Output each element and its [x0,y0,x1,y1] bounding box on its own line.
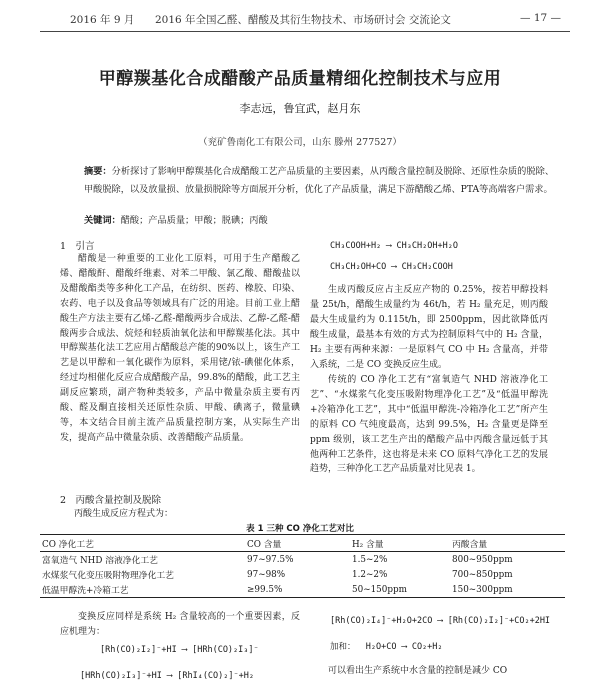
right-paragraph-2: 传统的 CO 净化工艺有“富氧造气 NHD 溶液净化工艺”、“水煤浆气化变压吸附物理净化工艺”及“低温甲醇洗+冷箱净化工艺”，其中“低温甲醇洗-冷箱净化工艺”所产生的原料 CO 气纯度最高，达到 99.5%，H₂ 含量更是降至 ppm 级别，该工艺生产出的醋酸产品中丙酸含量远低于其他两种工艺条件，这也将是未来 CO 原料气净化工艺的发展趋势，三种净化工艺产品质量对比见表 1。 [310,375,548,475]
table-1 [40,534,565,598]
paper-title: 甲醇羰基化合成醋酸产品质量精细化控制技术与应用 [98,69,502,89]
table-cell: 97~97.5% [247,554,294,565]
section-1-paragraph: 醋酸是一种重要的工业化工原料，可用于生产醋酸乙烯、醋酸酐、醋酸纤维素、对苯二甲酸、氯乙酸、醋酸盐以及醋酸酯类等多种化工产品，在纺织、医药、橡胶、印染、农药、电子以及食品等领域具有广泛的用途。目前工业上醋酸生产方法主要有乙烯-乙醛-醋酸两步合成法、乙醇-乙醛-醋酸两步合成法、烷烃和轻质油氧化法和甲醇羰基化法。其中甲醇羰基化法工艺应用占醋酸总产能的90%以上，该生产工艺是以甲醇和一氧化碳作为原料，采用铑/铱-碘催化体系，经过均相催化反应合成醋酸产品，99.8%的醋酸，此工艺主副反应繁琐，副产物种类较多，产品中微量杂质主要有丙酸、醛及酮直接相关还原性杂质、甲酸、碘离子，微量碘等，本文结合目前主流产品质量控制方案，从实际生产出发，提高产品中微量杂质、改善醋酸产品质量。 [60,254,300,443]
table-1-caption: 表 1 三种 CO 净化工艺对比 [246,524,354,534]
header-page-number: — 17 — [520,12,562,24]
section-1-heading: 1 引言 [60,241,95,252]
table-row [40,552,565,568]
table-cell: ≥99.5% [247,584,283,595]
abstract-label: 摘要： [84,166,112,177]
header-date: 2016 年 9 月 [70,14,135,26]
table-header-cell: H₂ 含量 [352,540,384,550]
right-paragraph-1: 生成丙酸反应占主反应产物的 0.25%，按若甲醇投料量 25t/h，醋酸生成量约为 46t/h，若 H₂ 量充足，则丙酸最大生成量约为 0.115t/h，即 2500ppm，因此欲降低丙酸生成量，最基本有效的方式为控制原料气中的 H₂ 含量，H₂ 主要有两种来源：一是原料气 CO 中 H₂ 含量高，并带入系统，二是 CO 变换反应生成。 [310,285,548,370]
table-cell: 50~150ppm [352,584,407,595]
table-cell: 低温甲醇洗+冷箱工艺 [42,586,129,596]
table-cell: 水煤浆气化变压吸附物理净化工艺 [42,571,174,581]
header-conference: 2016 年全国乙醛、醋酸及其衍生物技术、市场研讨会 交流论文 [155,14,451,26]
table-row [40,582,565,598]
table-cell: 富氧造气 NHD 溶液净化工艺 [42,556,158,566]
abstract [84,163,554,198]
table-header-cell: CO 净化工艺 [42,540,94,550]
equation-5: [Rh(CO)₂I₄]⁻+H₂O+2CO ⟶ [Rh(CO)₂I₂]⁻+CO₂+2HI [330,616,551,626]
keywords-text: 醋酸；产品质量；甲酸；脱碘；丙酸 [120,215,268,226]
section-2-intro: 丙酸生成反应方程式为： [74,509,174,519]
table-header-row [40,535,565,552]
equation-6-label: 加和： [330,642,356,652]
affiliation: （兖矿鲁南化工有限公司，山东 滕州 277527） [198,137,402,148]
authors: 李志远，鲁宜武，赵月东 [239,102,361,115]
table-cell: 1.5~2% [352,554,388,565]
abstract-text: 分析探讨了影响甲醇羰基化合成醋酸工艺产品质量的主要因素，从丙酸含量控制及脱除、还原性杂质的脱除、甲酸脱除，以及放量损、放量损脱除等方面展开分析，优化了产品质量，满足下游醋酸乙烯、PTA等高端客户需求。 [84,166,555,195]
table-cell: 150~300ppm [452,584,513,595]
keywords [84,212,554,226]
equation-4: [HRh(CO)₂I₃]⁻+HI ⟶ [RhI₄(CO)₂]⁻+H₂ [80,671,254,681]
right-bottom-paragraph: 可以看出生产系统中水含量的控制是减少 CO [328,666,508,676]
table-cell: 1.2~2% [352,569,388,580]
equation-6-body: H₂O+CO ⟶ CO₂+H₂ [365,642,443,652]
table-cell: 800~950ppm [452,554,513,565]
table-cell: 700~850ppm [452,569,513,580]
equation-3: [Rh(CO)₂I₂]⁻+HI ⟶ [HRh(CO)₂I₃]⁻ [100,645,259,655]
equation-2: CH₃CH₂OH+CO ⟶ CH₃CH₂COOH [330,262,453,272]
section-2-heading: 2 丙酸含量控制及脱除 [60,495,162,506]
table-header-cell: 丙酸含量 [452,540,488,550]
equation-6 [330,640,443,652]
table-cell: 97~98% [247,569,286,580]
table-header-cell: CO 含量 [247,540,282,550]
table-row [40,567,565,582]
equation-1: CH₃COOH+H₂ ⟶ CH₃CH₂OH+H₂O [330,241,458,251]
header-rule [40,31,570,32]
section-2-bottom-paragraph: 变换反应同样是系统 H₂ 含量较高的一个重要因素，反应机理为： [60,612,300,637]
keywords-label: 关键词： [84,215,121,226]
